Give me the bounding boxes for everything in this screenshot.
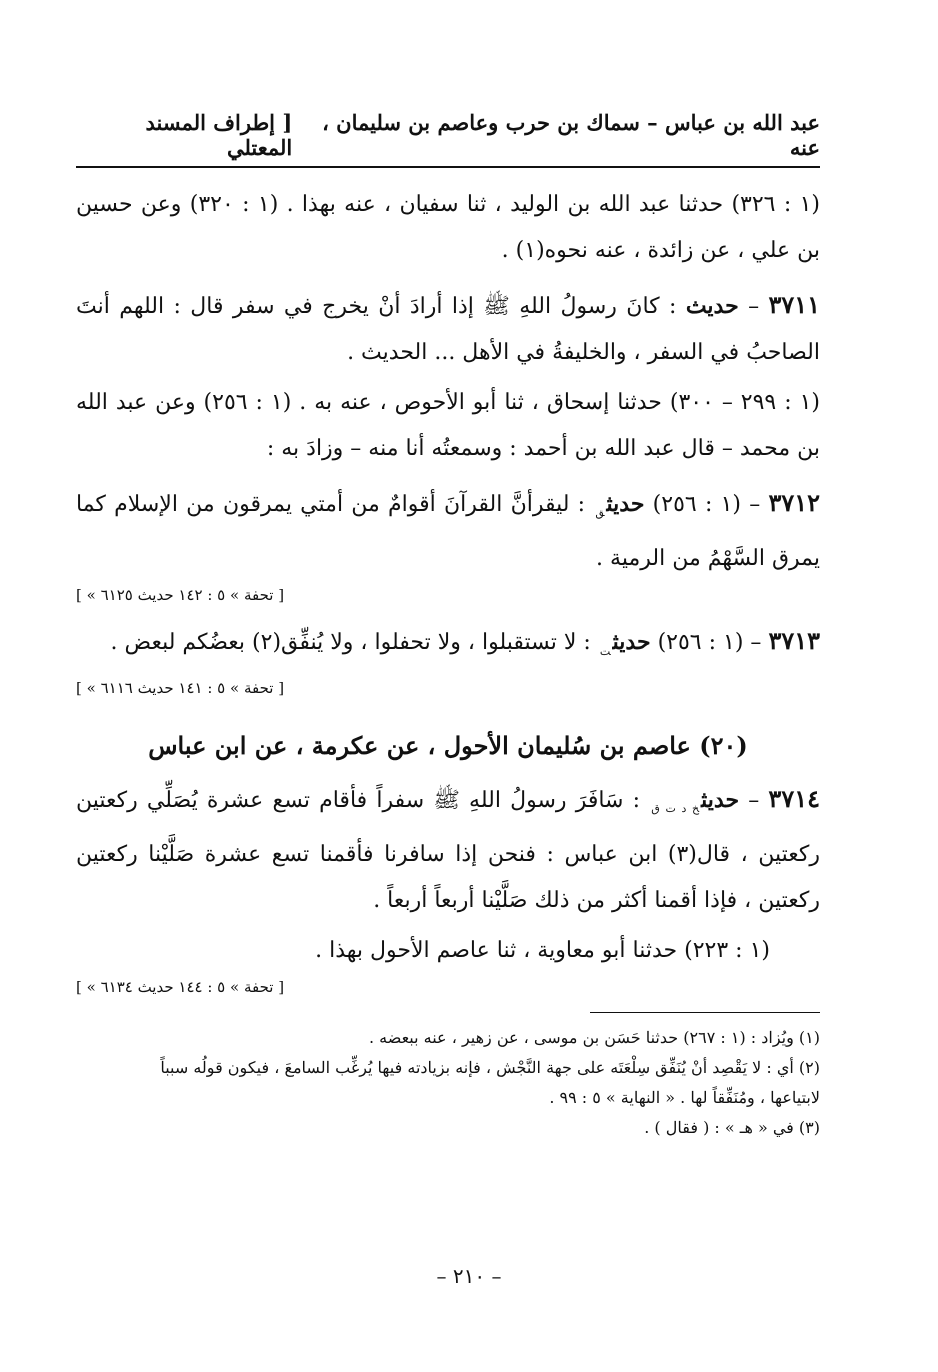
footnote-2: (٢) أي : لا يَقْصِد أنْ يُنَفِّق سِلْعَتَه على جهة النَّجْش ، فإنه بزيادته فيها يُرغِّب السامعَ ، فيكون قولُه سبباً bbox=[160, 1058, 820, 1078]
footnote-separator bbox=[590, 1012, 820, 1013]
footnote-3: (٣) في « هـ » : ( فقال ) . bbox=[644, 1118, 820, 1138]
header-title: عبد الله بن عباس – سماك بن حرب وعاصم بن سليمان ، عنه bbox=[322, 110, 820, 160]
hadith-number: ٣٧١٣ bbox=[768, 626, 820, 656]
hadith-text: : لا تستقبلوا ، ولا تحفلوا ، ولا يُنفِّق(٢) بعضُكم لبعض . bbox=[110, 630, 591, 656]
dash: – bbox=[748, 787, 760, 813]
tuhfa-reference: [ « تحفة » ٥ : ١٤٤ حديث ٦١٣٤ ] bbox=[76, 978, 285, 997]
source-symbol: ق bbox=[595, 506, 605, 520]
tuhfa-reference: [ « تحفة » ٥ : ١٤٢ حديث ٦١٢٥ ] bbox=[76, 586, 285, 605]
footnotes bbox=[76, 1012, 820, 1143]
page-number: – ٢١٠ – bbox=[436, 1264, 502, 1288]
paragraph-chain-1: (١ : ٣٢٦) حدثنا عبد الله بن الوليد ، ثنا سفيان ، عنه بهذا . (١ : ٣٢٠) وعن حسين بن علي ، عن زائدة ، عنه نحوه(١) . bbox=[76, 192, 820, 263]
hadith-keyword: حديث bbox=[701, 786, 740, 813]
running-header bbox=[76, 110, 820, 168]
hadith-number: ٣٧١٤ bbox=[768, 783, 820, 813]
hadith-text: : ليقرأنَّ القرآنَ أقوامٌ من أمتي يمرقون من الإسلام كما يمرق السَّهْمُ من الرمية . bbox=[76, 492, 820, 572]
paragraph-chain-2: (١ : ٢٩٩ – ٣٠٠) حدثنا إسحاق ، ثنا أبو الأحوص ، عنه به . (١ : ٢٥٦) وعن عبد الله بن محمد – قال عبد الله بن أحمد : وسمعتُه أنا منه – وزادَ به : bbox=[76, 390, 820, 461]
hadith-number: ٣٧١١ bbox=[768, 290, 821, 319]
paragraph-chain-3: (١ : ٢٢٣) حدثنا أبو معاوية ، ثنا عاصم الأحول بهذا . bbox=[315, 938, 770, 964]
hadith-keyword: حديث bbox=[606, 491, 645, 517]
footnote-1: (١) ويُزاد : (١ : ٢٦٧) حدثنا حَسَن بن موسى ، عن زهير ، عنه ببعضه . bbox=[368, 1028, 820, 1048]
hadith-chain-ref: – (١ : ٢٥٦) bbox=[652, 492, 761, 517]
section-heading: (٢٠) عاصم بن سُليمان الأحول ، عن عكرمة ، عن ابن عباس bbox=[148, 730, 748, 760]
hadith-3713 bbox=[76, 618, 820, 674]
hadith-3712 bbox=[76, 480, 820, 582]
hadith-chain-ref: – (١ : ٢٥٦) bbox=[657, 630, 762, 656]
hadith-text: : كانَ رسولُ اللهِ ﷺ إذا أرادَ أنْ يخرج في سفر قال : اللهم أنتَ الصاحبُ في السفر ، والخليفةُ في الأهل ... الحديث . bbox=[76, 294, 820, 365]
hadith-keyword: حديث bbox=[685, 293, 739, 319]
hadith-keyword: حديث bbox=[612, 629, 651, 656]
header-book-title: [ إطراف المسند المعتلي bbox=[145, 110, 293, 160]
hadith-text: : سَافَرَ رسولُ اللهِ ﷺ سفراً فأقام تسع عشرة يُصَلِّي ركعتين ركعتين ، قال(٣) ابن عباس : فنحن إذا سافرنا فأقمنا تسع عشرة صَلَّيْنا ركعتين ركعتين ، فإذا أقمنا أكثر من ذلك صَلَّيْنا أربعاً أربعاً . bbox=[76, 787, 821, 914]
hadith-3711 bbox=[76, 282, 820, 376]
footnote-2-continuation: لابتياعها ، ومُنَفِّقاً لها . « النهاية » ٥ : ٩٩ . bbox=[549, 1088, 820, 1108]
source-symbol: ت bbox=[599, 644, 611, 658]
hadith-number: ٣٧١٢ bbox=[768, 488, 821, 517]
tuhfa-reference: [ « تحفة » ٥ : ١٤١ حديث ٦١١٦ ] bbox=[76, 678, 285, 697]
source-symbol: خ د ت ق bbox=[651, 802, 700, 816]
dash: – bbox=[748, 294, 760, 319]
hadith-3714 bbox=[76, 776, 820, 924]
